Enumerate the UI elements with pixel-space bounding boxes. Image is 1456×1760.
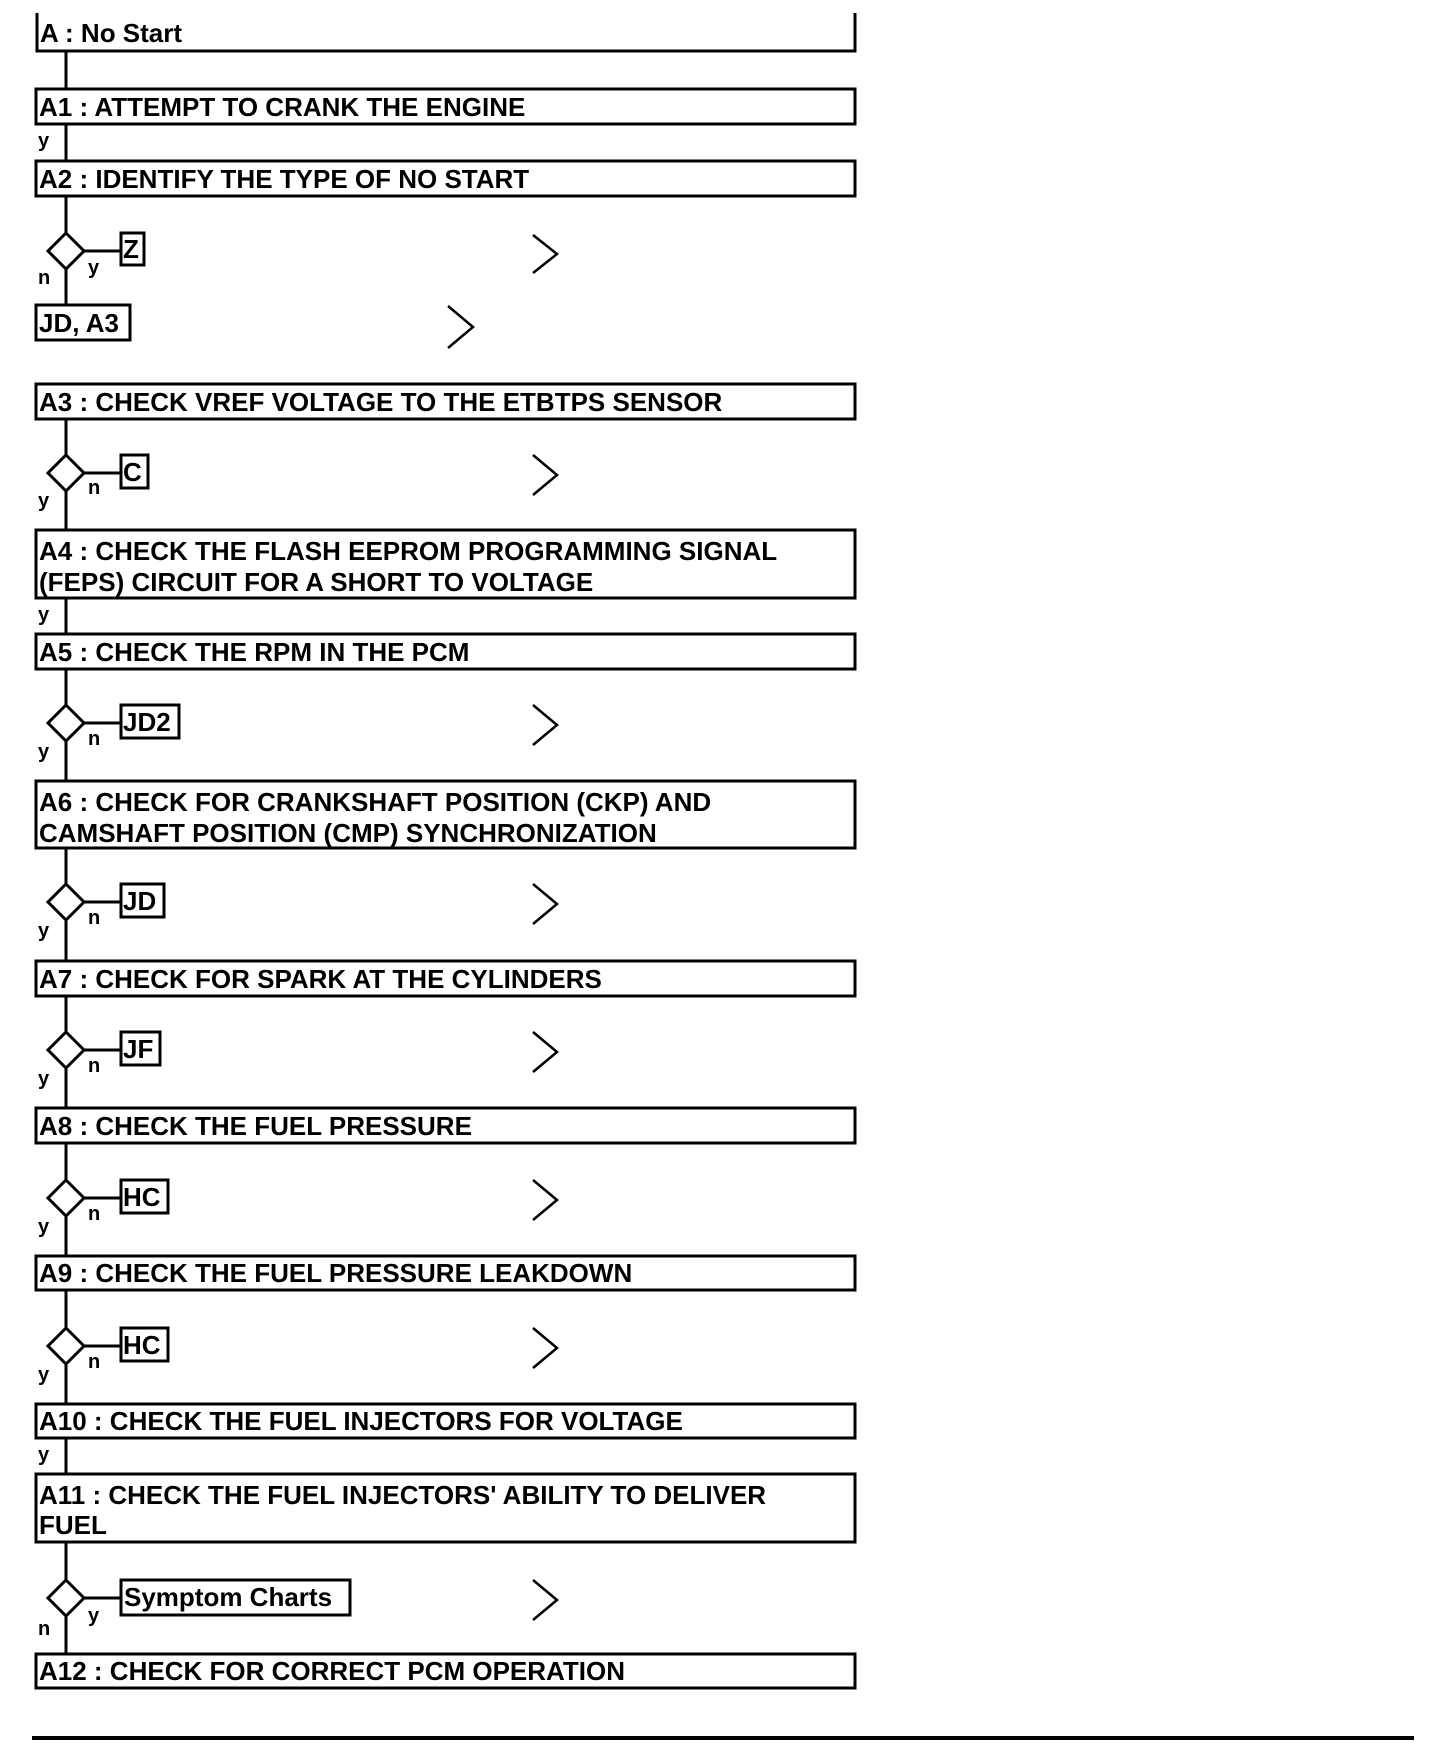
connector-label: y	[38, 1444, 50, 1466]
branch-label: n	[88, 1055, 101, 1077]
chevron-right-icon	[533, 705, 557, 745]
step-label: A8 : CHECK THE FUEL PRESSURE	[39, 1111, 472, 1141]
step-label: A9 : CHECK THE FUEL PRESSURE LEAKDOWN	[39, 1258, 633, 1288]
chevron-right-icon	[533, 1180, 557, 1220]
down-label: y	[38, 920, 50, 942]
decision-after-A7	[38, 1032, 557, 1090]
chart-title: A : No Start	[40, 18, 183, 48]
down-label: n	[38, 267, 51, 289]
chevron-right-icon	[533, 455, 557, 495]
chevron-right-icon	[533, 1032, 557, 1072]
target-label: JD	[123, 886, 157, 916]
step-A12	[36, 1654, 855, 1688]
step-label: A7 : CHECK FOR SPARK AT THE CYLINDERS	[39, 964, 602, 994]
target-label: JD2	[123, 707, 171, 737]
step-label-line1: A6 : CHECK FOR CRANKSHAFT POSITION (CKP) AND	[39, 787, 712, 817]
step-label-line2: CAMSHAFT POSITION (CMP) SYNCHRONIZATION	[39, 818, 657, 848]
decision-diamond	[48, 1180, 84, 1216]
decision-after-A8	[38, 1180, 557, 1238]
chevron-right-icon	[533, 1328, 557, 1368]
step-label-line1: A11 : CHECK THE FUEL INJECTORS' ABILITY TO DELIVER	[39, 1480, 767, 1510]
branch-label: n	[88, 1203, 101, 1225]
down-label: y	[38, 1216, 50, 1238]
down-label: y	[38, 741, 50, 763]
decision-diamond	[48, 884, 84, 920]
result-label: JD, A3	[39, 308, 119, 338]
step-label: A2 : IDENTIFY THE TYPE OF NO START	[39, 164, 530, 194]
decision-after-A5	[38, 705, 557, 763]
target-label: Z	[123, 234, 139, 264]
decision-after-A2	[36, 233, 557, 348]
down-label: y	[38, 1364, 50, 1386]
step-A8	[36, 1108, 855, 1143]
decision-diamond	[48, 1032, 84, 1068]
branch-label: y	[88, 1605, 100, 1627]
step-A10	[36, 1404, 855, 1438]
decision-diamond	[48, 455, 84, 491]
step-A11	[36, 1474, 855, 1542]
branch-label: n	[88, 907, 101, 929]
target-label: HC	[123, 1330, 161, 1360]
target-label: Symptom Charts	[124, 1582, 333, 1612]
branch-label: n	[88, 1351, 101, 1373]
chevron-right-icon	[533, 1580, 557, 1620]
step-A2	[36, 161, 855, 196]
branch-label: n	[88, 728, 101, 750]
step-label-line1: A4 : CHECK THE FLASH EEPROM PROGRAMMING SIGNAL	[39, 536, 778, 566]
down-label: n	[38, 1618, 51, 1640]
step-label: A5 : CHECK THE RPM IN THE PCM	[39, 637, 470, 667]
step-label-line2: FUEL	[39, 1510, 107, 1540]
step-A3	[36, 384, 855, 419]
step-A5	[36, 634, 855, 669]
step-A1	[36, 89, 855, 124]
step-label: A12 : CHECK FOR CORRECT PCM OPERATION	[39, 1656, 625, 1686]
step-label: A1 : ATTEMPT TO CRANK THE ENGINE	[39, 92, 526, 122]
down-label: y	[38, 490, 50, 512]
chevron-right-icon	[533, 235, 557, 273]
decision-diamond	[48, 1328, 84, 1364]
branch-label: n	[88, 477, 101, 499]
connector-label: y	[38, 130, 50, 152]
decision-after-A9	[38, 1328, 557, 1386]
decision-after-A6	[38, 884, 557, 942]
chevron-right-icon	[533, 884, 557, 924]
decision-after-A3	[38, 455, 557, 512]
decision-diamond	[48, 705, 84, 741]
step-label: A10 : CHECK THE FUEL INJECTORS FOR VOLTAGE	[39, 1406, 683, 1436]
branch-label: y	[88, 257, 100, 279]
step-label: A3 : CHECK VREF VOLTAGE TO THE ETBTPS SENSOR	[39, 387, 723, 417]
target-label: C	[123, 457, 142, 487]
step-label-line2: (FEPS) CIRCUIT FOR A SHORT TO VOLTAGE	[39, 567, 594, 597]
connector-label: y	[38, 604, 50, 626]
decision-diamond	[48, 233, 84, 269]
step-A9	[36, 1256, 855, 1290]
step-A7	[36, 961, 855, 996]
down-label: y	[38, 1068, 50, 1090]
step-A4	[36, 530, 855, 598]
chevron-right-icon	[448, 306, 473, 348]
target-label: HC	[123, 1182, 161, 1212]
step-A6	[36, 781, 855, 848]
decision-diamond	[48, 1580, 84, 1616]
decision-after-A11	[38, 1580, 557, 1640]
target-label: JF	[123, 1034, 154, 1064]
title-header	[37, 13, 855, 51]
